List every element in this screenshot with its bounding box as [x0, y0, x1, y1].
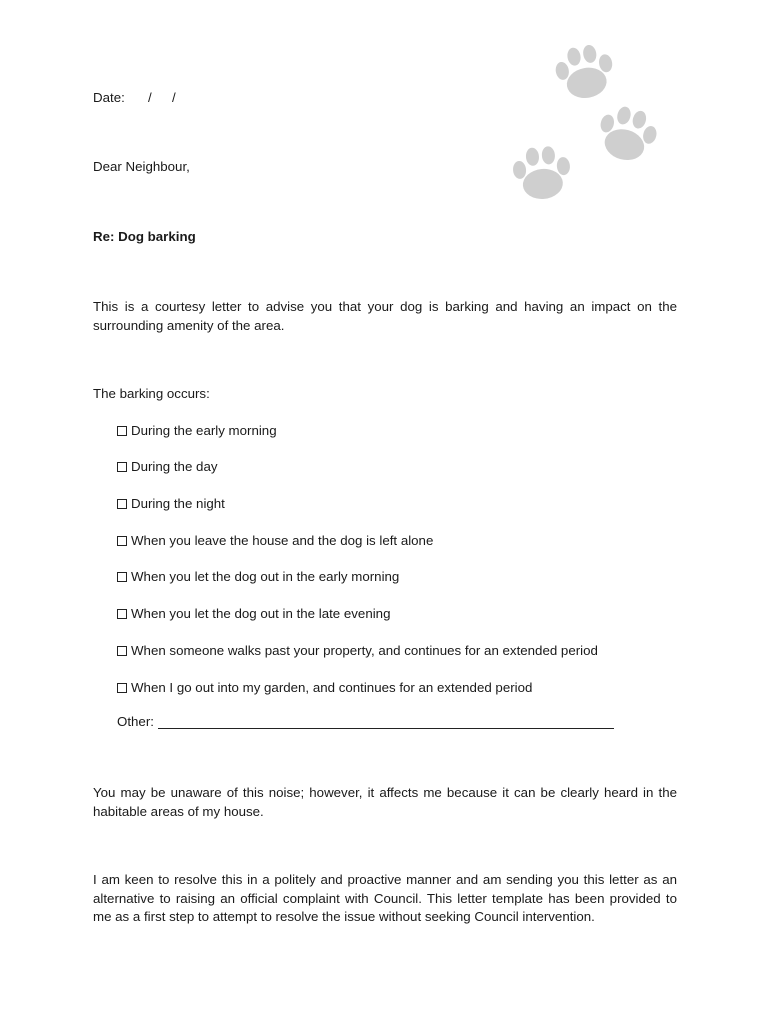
checkbox[interactable]	[117, 426, 127, 436]
option-label: When someone walks past your property, and continues for an extended period	[131, 643, 598, 658]
resolve-paragraph: I am keen to resolve this in a politely and proactive manner and am sending you this letter as an alternative to raising an official complaint with Council. This letter template has been provided to me as a first step to attempt to resolve the issue without seeking Council intervention.	[93, 872, 677, 924]
option-garden[interactable]	[117, 680, 532, 695]
option-label: During the early morning	[131, 423, 277, 438]
date-separator-2: /	[172, 90, 176, 105]
option-night[interactable]	[117, 496, 225, 511]
other-label: Other:	[117, 714, 154, 729]
option-walks-past[interactable]	[117, 643, 598, 658]
impact-paragraph: You may be unaware of this noise; however, it affects me because it can be clearly heard in the habitable areas of my house.	[93, 785, 677, 819]
barking-occurs-heading: The barking occurs:	[93, 386, 210, 401]
option-label: During the night	[131, 496, 225, 511]
option-early-morning[interactable]	[117, 423, 277, 438]
checkbox[interactable]	[117, 646, 127, 656]
checkbox[interactable]	[117, 572, 127, 582]
paw-print-top-icon	[552, 41, 617, 102]
checkbox[interactable]	[117, 609, 127, 619]
option-label: During the day	[131, 459, 218, 474]
other-row	[117, 714, 614, 729]
option-label: When I go out into my garden, and continues for an extended period	[131, 680, 533, 695]
option-left-alone[interactable]	[117, 533, 433, 548]
option-label: When you let the dog out in the early morning	[131, 569, 400, 584]
paw-print-middle-icon	[593, 102, 662, 167]
option-label: When you leave the house and the dog is left alone	[131, 533, 434, 548]
checkbox[interactable]	[117, 499, 127, 509]
option-label: When you let the dog out in the late evening	[131, 606, 391, 621]
date-label: Date:	[93, 90, 125, 105]
option-day[interactable]	[117, 459, 217, 474]
checkbox[interactable]	[117, 462, 127, 472]
option-let-out-late[interactable]	[117, 606, 390, 621]
paw-prints-icon	[505, 38, 670, 208]
checkbox[interactable]	[117, 683, 127, 693]
subject-line: Re: Dog barking	[93, 229, 196, 244]
greeting: Dear Neighbour,	[93, 159, 190, 174]
intro-paragraph: This is a courtesy letter to advise you that your dog is barking and having an impact on the surrounding amenity of the area.	[93, 299, 677, 333]
paw-print-bottom-icon	[511, 145, 572, 202]
other-input-line[interactable]	[158, 714, 614, 729]
option-let-out-early[interactable]	[117, 569, 399, 584]
checkbox[interactable]	[117, 536, 127, 546]
date-separator-1: /	[148, 90, 152, 105]
